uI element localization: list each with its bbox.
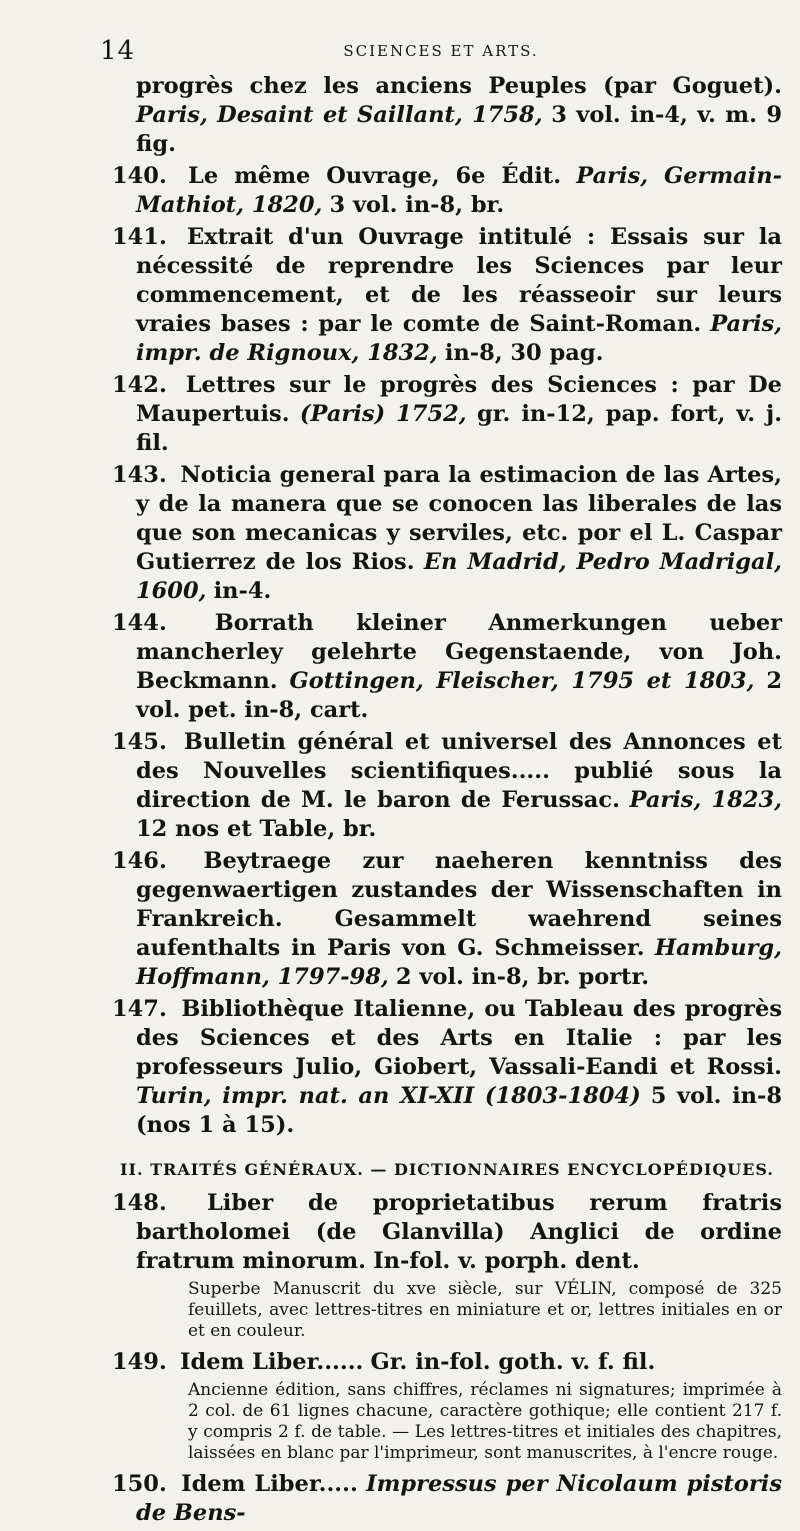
entry-imprint: Turin, impr. nat. an XI-XII (1803-1804) <box>136 1083 641 1109</box>
catalog-entry <box>112 1189 782 1276</box>
entry-imprint: Paris, Germain-Mathiot, 1820, <box>136 163 783 218</box>
catalog-entry <box>112 371 782 458</box>
entry-number: 149. <box>112 1349 167 1375</box>
catalog-entry <box>112 72 782 159</box>
catalog-entry <box>112 223 782 368</box>
entry-title: Beytraege zur naeheren kenntniss des gegenwaertigen zustandes der Wissenschaften in Frankreich. Gesammelt waehrend seines aufenthalts in Paris von G. Schmeisser. <box>136 848 783 961</box>
entry-imprint: Paris, impr. de Rignoux, 1832, <box>136 311 782 366</box>
catalog-entry <box>112 728 782 844</box>
catalog-entry <box>112 1348 782 1377</box>
entry-note: Ancienne édition, sans chiffres, réclames ni signatures; imprimée à 2 col. de 61 lignes chacune, caractère gothique; elle contient 217 f. y compris 2 f. de table. — Les lettres-titres et initiales des chapitres, laissées en blanc par l'imprimeur, sont manuscrites, à l'encre rouge. <box>188 1380 782 1463</box>
entry-description: In-fol. v. porph. dent. <box>373 1248 640 1274</box>
entry-description: in-8, 30 pag. <box>444 340 604 366</box>
entry-description: 3 vol. in-4, v. m. 9 fig. <box>136 102 782 157</box>
entry-title: Idem Liber...... <box>179 1349 364 1375</box>
entry-imprint: Paris, 1823, <box>629 787 783 813</box>
catalog-entry <box>112 847 782 992</box>
entry-description: 5 vol. in-8 (nos 1 à 15). <box>136 1083 783 1138</box>
entry-number: 145. <box>112 729 167 755</box>
page-number: 14 <box>100 36 136 66</box>
entry-number: 148. <box>112 1190 167 1216</box>
entry-imprint: En Madrid, Pedro Madrigal, 1600, <box>136 549 782 604</box>
entry-imprint: Hamburg, Hoffmann, 1797-98, <box>136 935 782 990</box>
page-content <box>112 72 782 1531</box>
entry-title: Idem Liber..... <box>181 1471 358 1497</box>
entry-description: in-4. <box>213 578 272 604</box>
entry-title: progrès chez les anciens Peuples (par Goguet). <box>136 73 782 99</box>
catalog-entry <box>112 1470 782 1528</box>
entry-title: Liber de proprietatibus rerum fratris bartholomei (de Glanvilla) Anglici de ordine fratrum minorum. <box>136 1190 782 1274</box>
entry-number: 143. <box>112 462 167 488</box>
entry-title: Bulletin général et universel des Annonces et des Nouvelles scientifiques..... publié sous la direction de M. le baron de Ferussac. <box>136 729 782 813</box>
entry-number: 140. <box>112 163 167 189</box>
catalog-entry <box>112 995 782 1140</box>
page-header <box>100 36 782 66</box>
running-head: SCIENCES ET ARTS. <box>343 42 539 60</box>
entry-title: Noticia general para la estimacion de las Artes, y de la manera que se conocen las liberales de las que son mecanicas y serviles, etc. por el L. Caspar Gutierrez de los Rios. <box>136 462 782 575</box>
entry-description: 3 vol. in-8, br. <box>329 192 505 218</box>
entry-number: 144. <box>112 610 167 636</box>
entry-title: Borrath kleiner Anmerkungen ueber mancherley gelehrte Gegenstaende, von Joh. Beckmann. <box>136 610 782 694</box>
section-heading: II. TRAITÉS GÉNÉRAUX. — DICTIONNAIRES ENCYCLOPÉDIQUES. <box>120 1160 774 1179</box>
entry-imprint: Impressus per Nicolaum pistoris de Bens- <box>136 1471 782 1526</box>
entry-number: 146. <box>112 848 167 874</box>
entry-description: 12 nos et Table, br. <box>136 816 377 842</box>
catalog-entry <box>112 461 782 606</box>
entry-note: Superbe Manuscrit du xve siècle, sur VÉLIN, composé de 325 feuillets, avec lettres-titres en miniature et or, lettres initiales en or et en couleur. <box>188 1279 782 1341</box>
entry-title: Extrait d'un Ouvrage intitulé : Essais sur la nécessité de reprendre les Sciences par leur commencement, et de les réasseoir sur leurs vraies bases : par le comte de Saint-Roman. <box>136 224 782 337</box>
entry-number: 141. <box>112 224 167 250</box>
entry-description: Gr. in-fol. goth. v. f. fil. <box>370 1349 656 1375</box>
entry-number: 147. <box>112 996 167 1022</box>
entry-number: 142. <box>112 372 167 398</box>
entry-title: Le même Ouvrage, 6e Édit. <box>188 163 562 189</box>
entry-imprint: Gottingen, Fleischer, 1795 et 1803, <box>289 668 755 694</box>
catalog-entry <box>112 162 782 220</box>
entry-description: gr. in-12, pap. fort, v. j. fil. <box>136 401 783 456</box>
entry-title: Bibliothèque Italienne, ou Tableau des progrès des Sciences et des Arts en Italie : par les professeurs Julio, Giobert, Vassali-Eandi et Rossi. <box>136 996 782 1080</box>
entry-description: 2 vol. pet. in-8, cart. <box>136 668 783 723</box>
entry-title: Lettres sur le progrès des Sciences : par De Maupertuis. <box>136 372 782 427</box>
entry-imprint: Paris, Desaint et Saillant, 1758, <box>136 102 543 128</box>
catalog-entry <box>112 609 782 725</box>
entry-imprint: (Paris) 1752, <box>299 401 467 427</box>
entry-number: 150. <box>112 1471 167 1497</box>
entry-description: 2 vol. in-8, br. portr. <box>395 964 650 990</box>
